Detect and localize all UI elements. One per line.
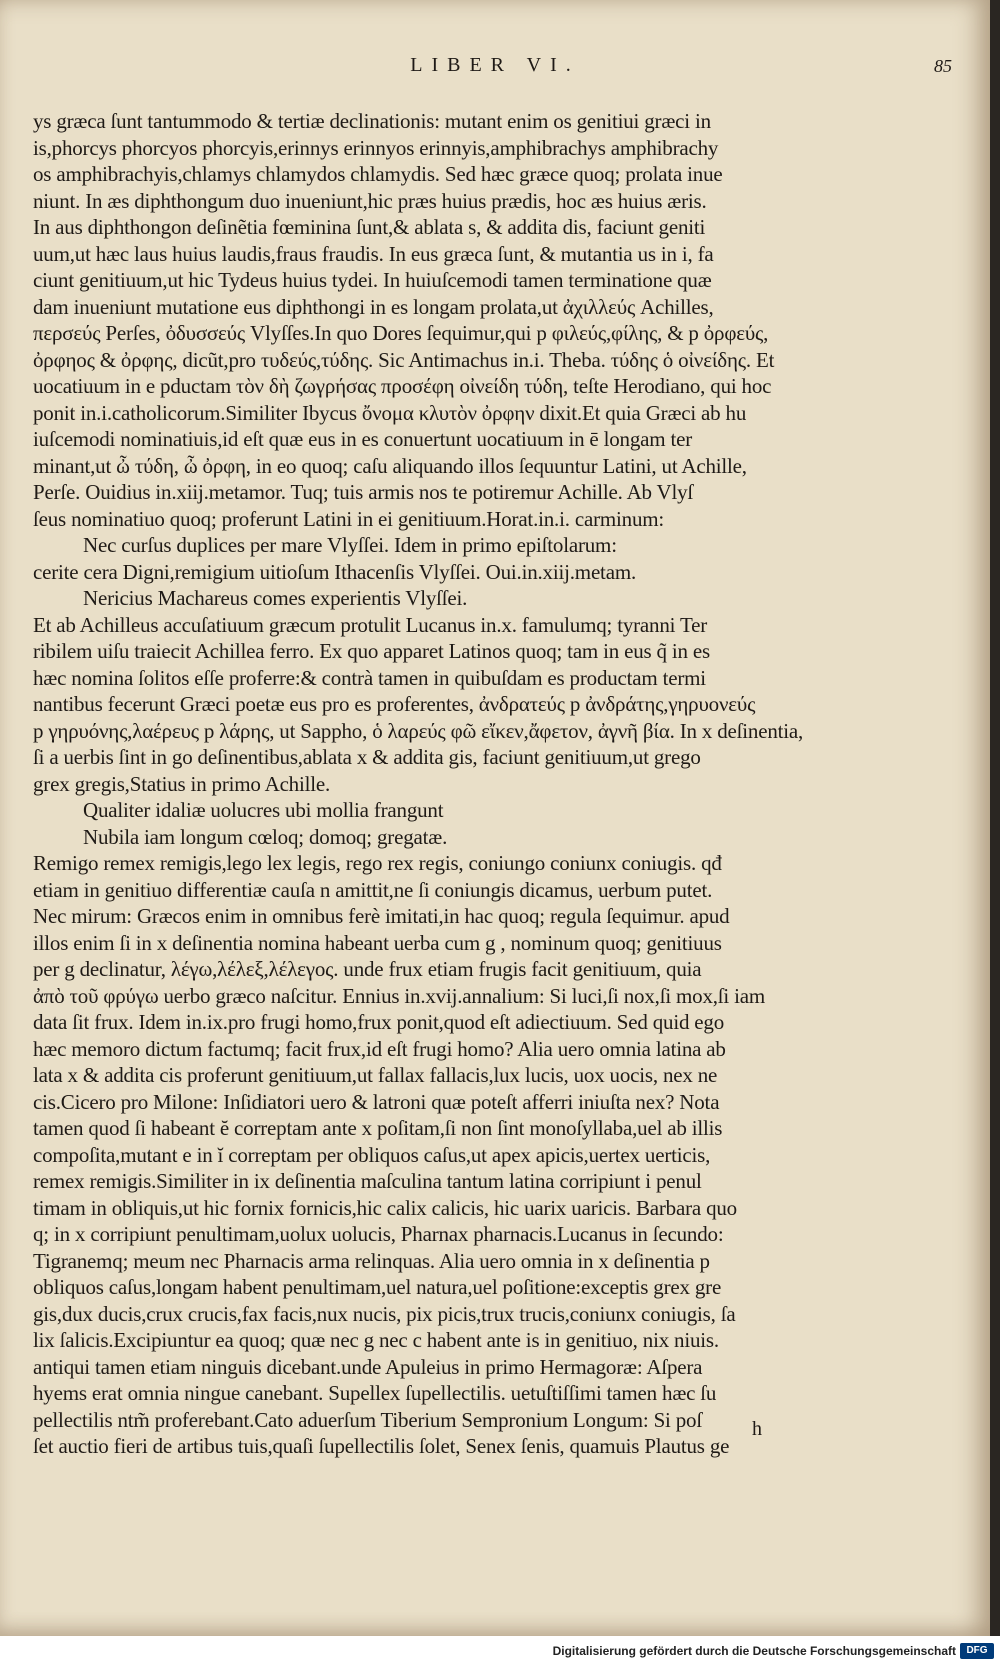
text-line: tamen quod ſi habeant ĕ correptam ante x poſitam,ſi non ſint monoſyllaba,uel ab illis: [33, 1116, 723, 1140]
text-line: ribilem uiſu traiecit Achillea ferro. Ex quo apparet Latinos quoq; tam in eus q̃ in es: [33, 639, 710, 663]
text-line: uocatiuum in e pductam τὸν δὴ ζωγρήσας προσέφη οἰνείδη τύδη, teſte Herodiano, qui hoc: [33, 374, 772, 398]
text-line: etiam in genitiuo differentiæ cauſa n amittit,ne ſi coniungis dicamus, uerbum putet.: [33, 877, 713, 902]
text-line: is,phorcys phorcyos phorcyis,erinnys erinnyos erinnyis,amphibrachys amphibrachy: [33, 135, 719, 160]
page-header: [0, 54, 990, 84]
text-line: per g declinatur, λέγω,λέλεξ,λέλεγος. unde frux etiam frugis facit genitiuum, quia: [33, 957, 702, 981]
text-line: Perſe. Ouidius in.xiij.metamor. Tuq; tuis armis nos te potiremur Achille. Ab Vlyſ: [33, 480, 694, 504]
text-line: ſi a uerbis ſint in go deſinentibus,ablata x & addita gis, faciunt genitiuum,ut grego: [33, 745, 701, 769]
text-line: hyems erat omnia ningue canebant. Supellex ſupellectilis. uetuſtiſſimi tamen hæc ſu: [33, 1381, 717, 1405]
text-line: hæc memoro dictum factumq; facit frux,id eſt frugi homo? Alia uero omnia latina ab: [33, 1036, 726, 1061]
text-line: ſet auctio fieri de artibus tuis,quaſi ſupellectilis ſolet, Senex ſenis, quamuis Plautus ge: [33, 1434, 730, 1458]
text-line: compoſita,mutant e in ĭ correptam per obliquos caſus,ut apex apicis,uertex uerticis,: [33, 1142, 711, 1167]
text-line: ys græca ſunt tantummodo & tertiæ declinationis: mutant enim os genitiui græci in: [33, 109, 711, 133]
funding-credit: Digitalisierung gefördert durch die Deutsche Forschungsgemeinschaft: [552, 1644, 956, 1658]
text-line: Nericius Machareus comes experientis Vlyſſei.: [83, 586, 468, 610]
text-line: cerite cera Digni,remigium uitioſum Ithacenſis Vlyſſei. Oui.in.xiij.metam.: [33, 559, 636, 584]
text-line: remex remigis.Similiter in ix deſinentia maſculina tantum latina corripiunt i penul: [33, 1169, 702, 1193]
text-line: grex gregis,Statius in primo Achille.: [33, 771, 331, 796]
text-line: ἀπὸ τοῦ φρύγω uerbo græco naſcitur. Ennius in.xvij.annalium: Si luci,ſi nox,ſi mox,ſi iam: [33, 983, 766, 1008]
signature-mark: h: [752, 1418, 762, 1440]
text-line: gis,dux ducis,crux crucis,fax facis,nux nucis, pix picis,trux trucis,coniunx coniugis, ſa: [33, 1301, 736, 1326]
text-line: nantibus fecerunt Græci poetæ eus pro es proferentes, ἀνδρατεύς p ἀνδράτης,γηρυονεύς: [33, 692, 756, 716]
text-line: περσεύς Perſes, ὀδυσσεύς Vlyſſes.In quo Dores ſequimur,qui p φιλεύς,φίλης, & p ὀρφεύς,: [33, 321, 769, 345]
text-line: ſeus nominatiuo quoq; proferunt Latini in ei genitiuum.Horat.in.i. carminum:: [33, 506, 665, 531]
text-line: pellectilis ntm̃ proferebant.Cato aduerſum Tiberium Sempronium Longum: Si poſ: [33, 1407, 702, 1432]
text-line: uum,ut hæc laus huius laudis,fraus fraudis. In eus græca ſunt, & mutantia us in i, fa: [33, 241, 714, 266]
text-line: os amphibrachyis,chlamys chlamydos chlamydis. Sed hæc græce quoq; prolata inue: [33, 162, 723, 186]
text-line: Qualiter idaliæ uolucres ubi mollia frangunt: [83, 798, 444, 822]
text-line: In aus diphthongon deſinẽtia fœminina ſunt,& ablata s, & addita dis, faciunt geniti: [33, 215, 706, 239]
text-line: timam in obliquis,ut hic fornix fornicis,hic calix calicis, hic uarix uaricis. Barbara quo: [33, 1195, 737, 1220]
body-text: [33, 108, 825, 1460]
running-head: LIBER VI.: [410, 54, 580, 76]
text-line: q; in x corripiunt penultimam,uolux uolucis, Pharnax pharnacis.Lucanus in ſecundo:: [33, 1222, 724, 1246]
text-line: antiqui tamen etiam ninguis dicebant.unde Apuleius in primo Hermagoræ: Aſpera: [33, 1354, 703, 1379]
text-line: Remigo remex remigis,lego lex legis, rego rex regis, coniungo coniunx coniugis. qđ: [33, 851, 722, 875]
text-line: ὀρφηος & ὀρφης, dicũt,pro τυδεύς,τύδης. Sic Antimachus in.i. Theba. τύδης ὁ οἰνείδης. Et: [33, 347, 775, 372]
text-line: niunt. In æs diphthongum duo inueniunt,hic præs huius prædis, hoc æs huius æris.: [33, 188, 707, 213]
text-line: cis.Cicero pro Milone: Inſidiatori uero & latroni quæ poteſt afferri iniuſta nex? Nota: [33, 1089, 720, 1114]
text-line: ponit in.i.catholicorum.Similiter Ibycus ὄνομα κλυτὸν ὀρφην dixit.Et quia Græci ab hu: [33, 400, 747, 425]
text-line: minant,ut ὦ τύδη, ὦ ὀρφη, in eo quoq; caſu aliquando illos ſequuntur Latini, ut Achille,: [33, 453, 747, 478]
text-line: illos enim ſi in x deſinentia nomina habeant uerba cum g , nominum quoq; genitiuus: [33, 930, 722, 955]
digitization-footer: [0, 1636, 1000, 1668]
text-line: Nec curſus duplices per mare Vlyſſei. Idem in primo epiſtolarum:: [83, 533, 617, 557]
text-line: Tigranemq; meum nec Pharnacis arma relinquas. Alia uero omnia in x deſinentia p: [33, 1248, 710, 1273]
text-line: obliquos caſus,longam habent penultimam,uel natura,uel poſitione:exceptis grex gre: [33, 1275, 722, 1299]
text-line: lata x & addita cis proferunt genitiuum,ut fallax fallacis,lux lucis, uox uocis, nex ne: [33, 1063, 718, 1087]
text-line: dam inueniunt mutatione eus diphthongi in es longam prolata,ut ἀχιλλεύς Achilles,: [33, 294, 714, 319]
text-line: data ſit frux. Idem in.ix.pro frugi homo,frux ponit,quod eſt adiectiuum. Sed quid ego: [33, 1010, 725, 1034]
text-line: Nec mirum: Græcos enim in omnibus ferè imitati,in hac quoq; regula ſequimur. apud: [33, 904, 730, 928]
text-line: Nubila iam longum cœloq; domoq; gregatæ.: [83, 824, 448, 849]
text-line: ciunt genitiuum,ut hic Tydeus huius tydei. In huiuſcemodi tamen terminatione quæ: [33, 268, 712, 292]
dfg-logo: DFG: [960, 1643, 994, 1659]
text-line: Et ab Achilleus accuſatiuum græcum protulit Lucanus in.x. famulumq; tyranni Ter: [33, 612, 708, 637]
text-line: lix ſalicis.Excipiuntur ea quoq; quæ nec g nec c habent ante is in genitiuo, nix niuis.: [33, 1328, 719, 1352]
page-number: 85: [934, 56, 952, 76]
text-line: iuſcemodi nominatiuis,id eſt quæ eus in es conuertunt uocatiuum in ē longam ter: [33, 427, 692, 451]
text-line: hæc nomina ſolitos eſſe proferre:& contrà tamen in quibuſdam es productam termi: [33, 665, 706, 690]
text-line: p γηρυόνης,λαέρευς p λάρης, ut Sappho, ὁ λαρεύς φῶ εἴκεν,ἄφετον, ἀγνῆ βία. In x deſinentia,: [33, 718, 804, 743]
